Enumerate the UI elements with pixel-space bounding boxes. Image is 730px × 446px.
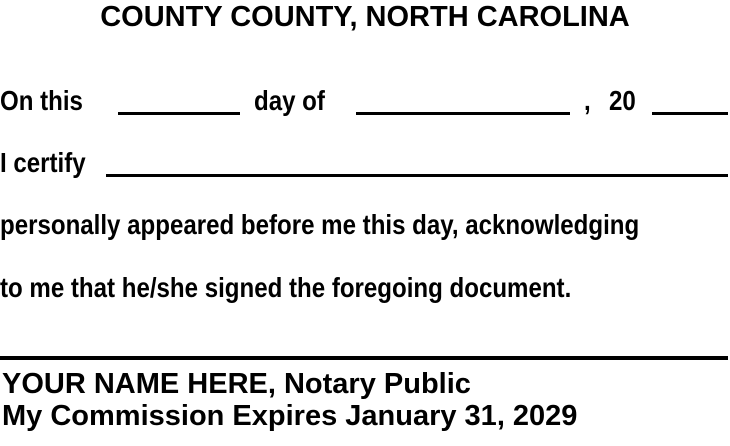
on-this-text: On this: [0, 85, 83, 116]
year-prefix-text: 20: [609, 85, 636, 116]
notary-name: YOUR NAME HERE, Notary Public: [2, 368, 471, 400]
name-blank: [106, 174, 728, 177]
county-heading: COUNTY COUNTY, NORTH CAROLINA: [100, 1, 630, 33]
year-blank: [652, 112, 728, 115]
body-line-1: personally appeared before me this day, acknowledging: [0, 209, 640, 240]
signature-line: [0, 356, 728, 360]
month-blank: [356, 112, 570, 115]
comma-text: ,: [584, 85, 591, 116]
commission-expiry: My Commission Expires January 31, 2029: [2, 400, 578, 432]
date-line: [0, 84, 730, 124]
day-of-text: day of: [254, 85, 325, 116]
certify-label: I certify: [0, 147, 86, 178]
certify-line: [0, 146, 730, 186]
body-line-2: to me that he/she signed the foregoing document.: [0, 272, 572, 303]
day-blank: [118, 112, 240, 115]
